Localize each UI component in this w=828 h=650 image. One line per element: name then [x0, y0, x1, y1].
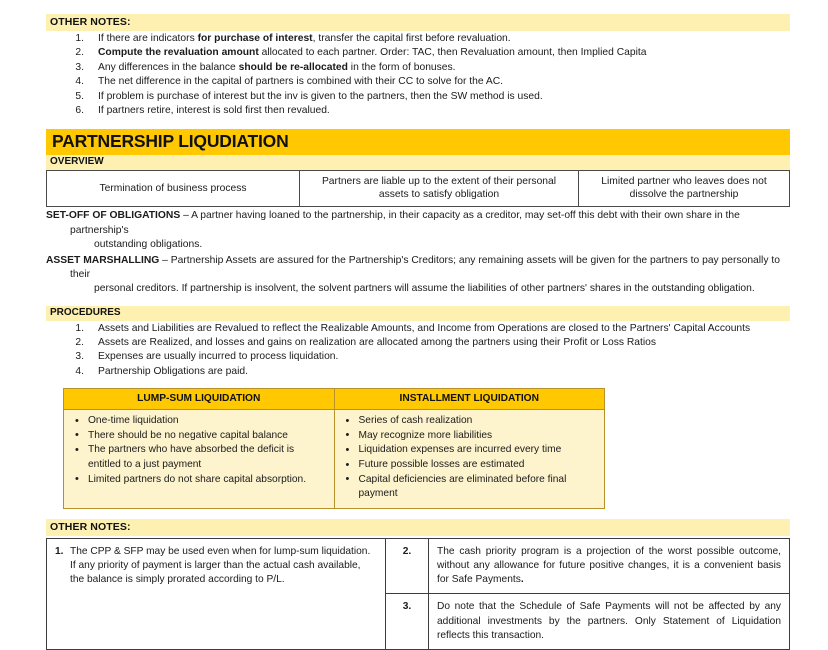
- list-text-bold: Compute the revaluation amount: [98, 47, 259, 59]
- definition-dash: –: [159, 255, 171, 267]
- bottom-note-3-text: Do note that the Schedule of Safe Payments will not be affected by any additional investments by the partners. Only Statement of Liquidation reflects this transaction.: [429, 594, 790, 650]
- liquidation-comparison-wrapper: [46, 388, 790, 509]
- list-item: • The partners who have absorbed the deficit is entitled to a just payment: [86, 443, 328, 472]
- list-text-bold: should be re-allocated: [238, 61, 348, 73]
- list-number: 1.: [75, 322, 84, 334]
- definition-body: Partnership Assets are assured for the Partnership's Creditors; any remaining assets will be given for the partners to pay personally to their: [70, 255, 780, 281]
- overview-cell-1: Termination of business process: [47, 171, 300, 207]
- installment-cell: [334, 410, 605, 509]
- list-number: 4.: [75, 76, 84, 88]
- column-header-installment: INSTALLMENT LIQUIDATION: [334, 389, 605, 410]
- list-item: • There should be no negative capital balance: [86, 429, 328, 444]
- list-item: [46, 75, 790, 89]
- table-header-row: [64, 389, 605, 410]
- definition-body: A partner having loaned to the partnership, in their capacity as a creditor, may set-off this debt with their own share in the partnership's: [70, 210, 740, 236]
- definition-dash: –: [180, 210, 192, 222]
- procedures-list: [46, 322, 790, 380]
- list-item: • Limited partners do not share capital absorption.: [86, 473, 328, 488]
- note-text: The cash priority program is a projection of the worst possible outcome, without any allowance for future positive changes, it is a convenient basis for Safe Payments: [437, 545, 781, 586]
- list-text: Assets and Liabilities are Revalued to reflect the Realizable Amounts, and Income from Operations are closed to the Partners' Capital Accounts: [98, 322, 751, 334]
- note-text: The CPP & SFP may be used even when for lump-sum liquidation. If any priority of payment is larger than the actual cash available, the balance is simply prorated according to P/L.: [70, 545, 371, 586]
- page-title: PARTNERSHIP LIQUDIATION: [46, 129, 790, 155]
- list-item: • One-time liquidation: [86, 414, 328, 429]
- list-number: 5.: [75, 90, 84, 102]
- column-header-lump-sum: LUMP-SUM LIQUIDATION: [64, 389, 335, 410]
- list-number: 3.: [75, 61, 84, 73]
- list-text: Partnership Obligations are paid.: [98, 365, 248, 377]
- bottom-note-1-cell: [47, 538, 386, 649]
- top-other-notes-list: [46, 32, 790, 118]
- list-number: 6.: [75, 105, 84, 117]
- liquidation-comparison-table: [63, 388, 605, 509]
- overview-section-label: OVERVIEW: [46, 155, 790, 170]
- definition-term: SET-OFF OF OBLIGATIONS: [46, 210, 181, 222]
- list-text-post: , transfer the capital first before revaluation.: [312, 33, 511, 44]
- list-text-post: allocated to each partner. Order: TAC, then Revaluation amount, then Implied Capita: [258, 47, 647, 59]
- list-number: 2.: [75, 337, 84, 349]
- list-text-pre: If there are indicators: [98, 33, 198, 44]
- list-item: • May recognize more liabilities: [357, 429, 599, 444]
- definition-continuation: personal creditors. If partnership is insolvent, the solvent partners will assume the liabilities of other partners' shares in the outstanding obligation.: [94, 283, 755, 295]
- list-text-pre: Any differences in the balance: [98, 61, 239, 73]
- bottom-notes-table: [46, 538, 790, 650]
- list-text-pre: If problem is purchase of interest but the inv is given to the partners, then the SW method is used.: [98, 90, 543, 102]
- note-number-cell-3: 3.: [386, 594, 429, 650]
- list-item: [46, 104, 790, 118]
- installment-list: [341, 414, 599, 502]
- list-text: Assets are Realized, and losses and gains on realization are allocated among the partners using their Profit or Loss Ratios: [98, 337, 657, 349]
- top-other-notes-heading: OTHER NOTES:: [46, 14, 790, 31]
- note-number: 1.: [55, 545, 64, 557]
- overview-cell-3: Limited partner who leaves does not dissolve the partnership: [579, 171, 790, 207]
- definition-set-off: [46, 209, 790, 252]
- lump-sum-cell: [64, 410, 335, 509]
- bottom-note-2-text: [429, 538, 790, 594]
- list-item: [46, 336, 790, 350]
- list-item: [46, 350, 790, 364]
- list-item: [46, 32, 790, 46]
- lump-sum-list: [70, 414, 328, 487]
- overview-cell-2: Partners are liable up to the extent of their personal assets to satisfy obligation: [300, 171, 579, 207]
- list-number: 2.: [75, 47, 84, 59]
- list-number: 3.: [75, 351, 84, 363]
- bottom-other-notes-heading: OTHER NOTES:: [46, 519, 790, 536]
- definition-asset-marshalling: [46, 254, 790, 297]
- list-item: • Liquidation expenses are incurred every time: [357, 443, 599, 458]
- definition-term: ASSET MARSHALLING: [46, 255, 160, 267]
- table-row: [47, 171, 790, 207]
- list-text: Expenses are usually incurred to process liquidation.: [98, 351, 339, 363]
- list-number: 1.: [75, 33, 84, 44]
- list-item: [46, 322, 790, 336]
- list-text-pre: The net difference in the capital of partners is combined with their CC to solve for the AC.: [98, 76, 504, 88]
- procedures-section-label: PROCEDURES: [46, 306, 790, 321]
- list-item: • Capital deficiencies are eliminated before final payment: [357, 473, 599, 502]
- list-text-post: in the form of bonuses.: [347, 61, 456, 73]
- note-text-bold: .: [520, 574, 524, 586]
- document-content: [46, 14, 790, 650]
- list-item: [46, 365, 790, 379]
- definition-continuation: outstanding obligations.: [94, 238, 203, 250]
- list-item: • Series of cash realization: [357, 414, 599, 429]
- bottom-note-1: [55, 545, 377, 588]
- list-item: [46, 46, 790, 60]
- note-number-cell-2: 2.: [386, 538, 429, 594]
- list-item: [46, 90, 790, 104]
- table-row: [64, 410, 605, 509]
- list-number: 4.: [75, 365, 84, 377]
- list-item: • Future possible losses are estimated: [357, 458, 599, 473]
- overview-table: [46, 170, 790, 207]
- table-row: [47, 538, 790, 594]
- bottom-notes-wrapper: [46, 538, 790, 650]
- list-text-pre: If partners retire, interest is sold first then revalued.: [98, 105, 330, 117]
- list-text-bold: for purchase of interest: [197, 33, 313, 44]
- list-item: [46, 61, 790, 75]
